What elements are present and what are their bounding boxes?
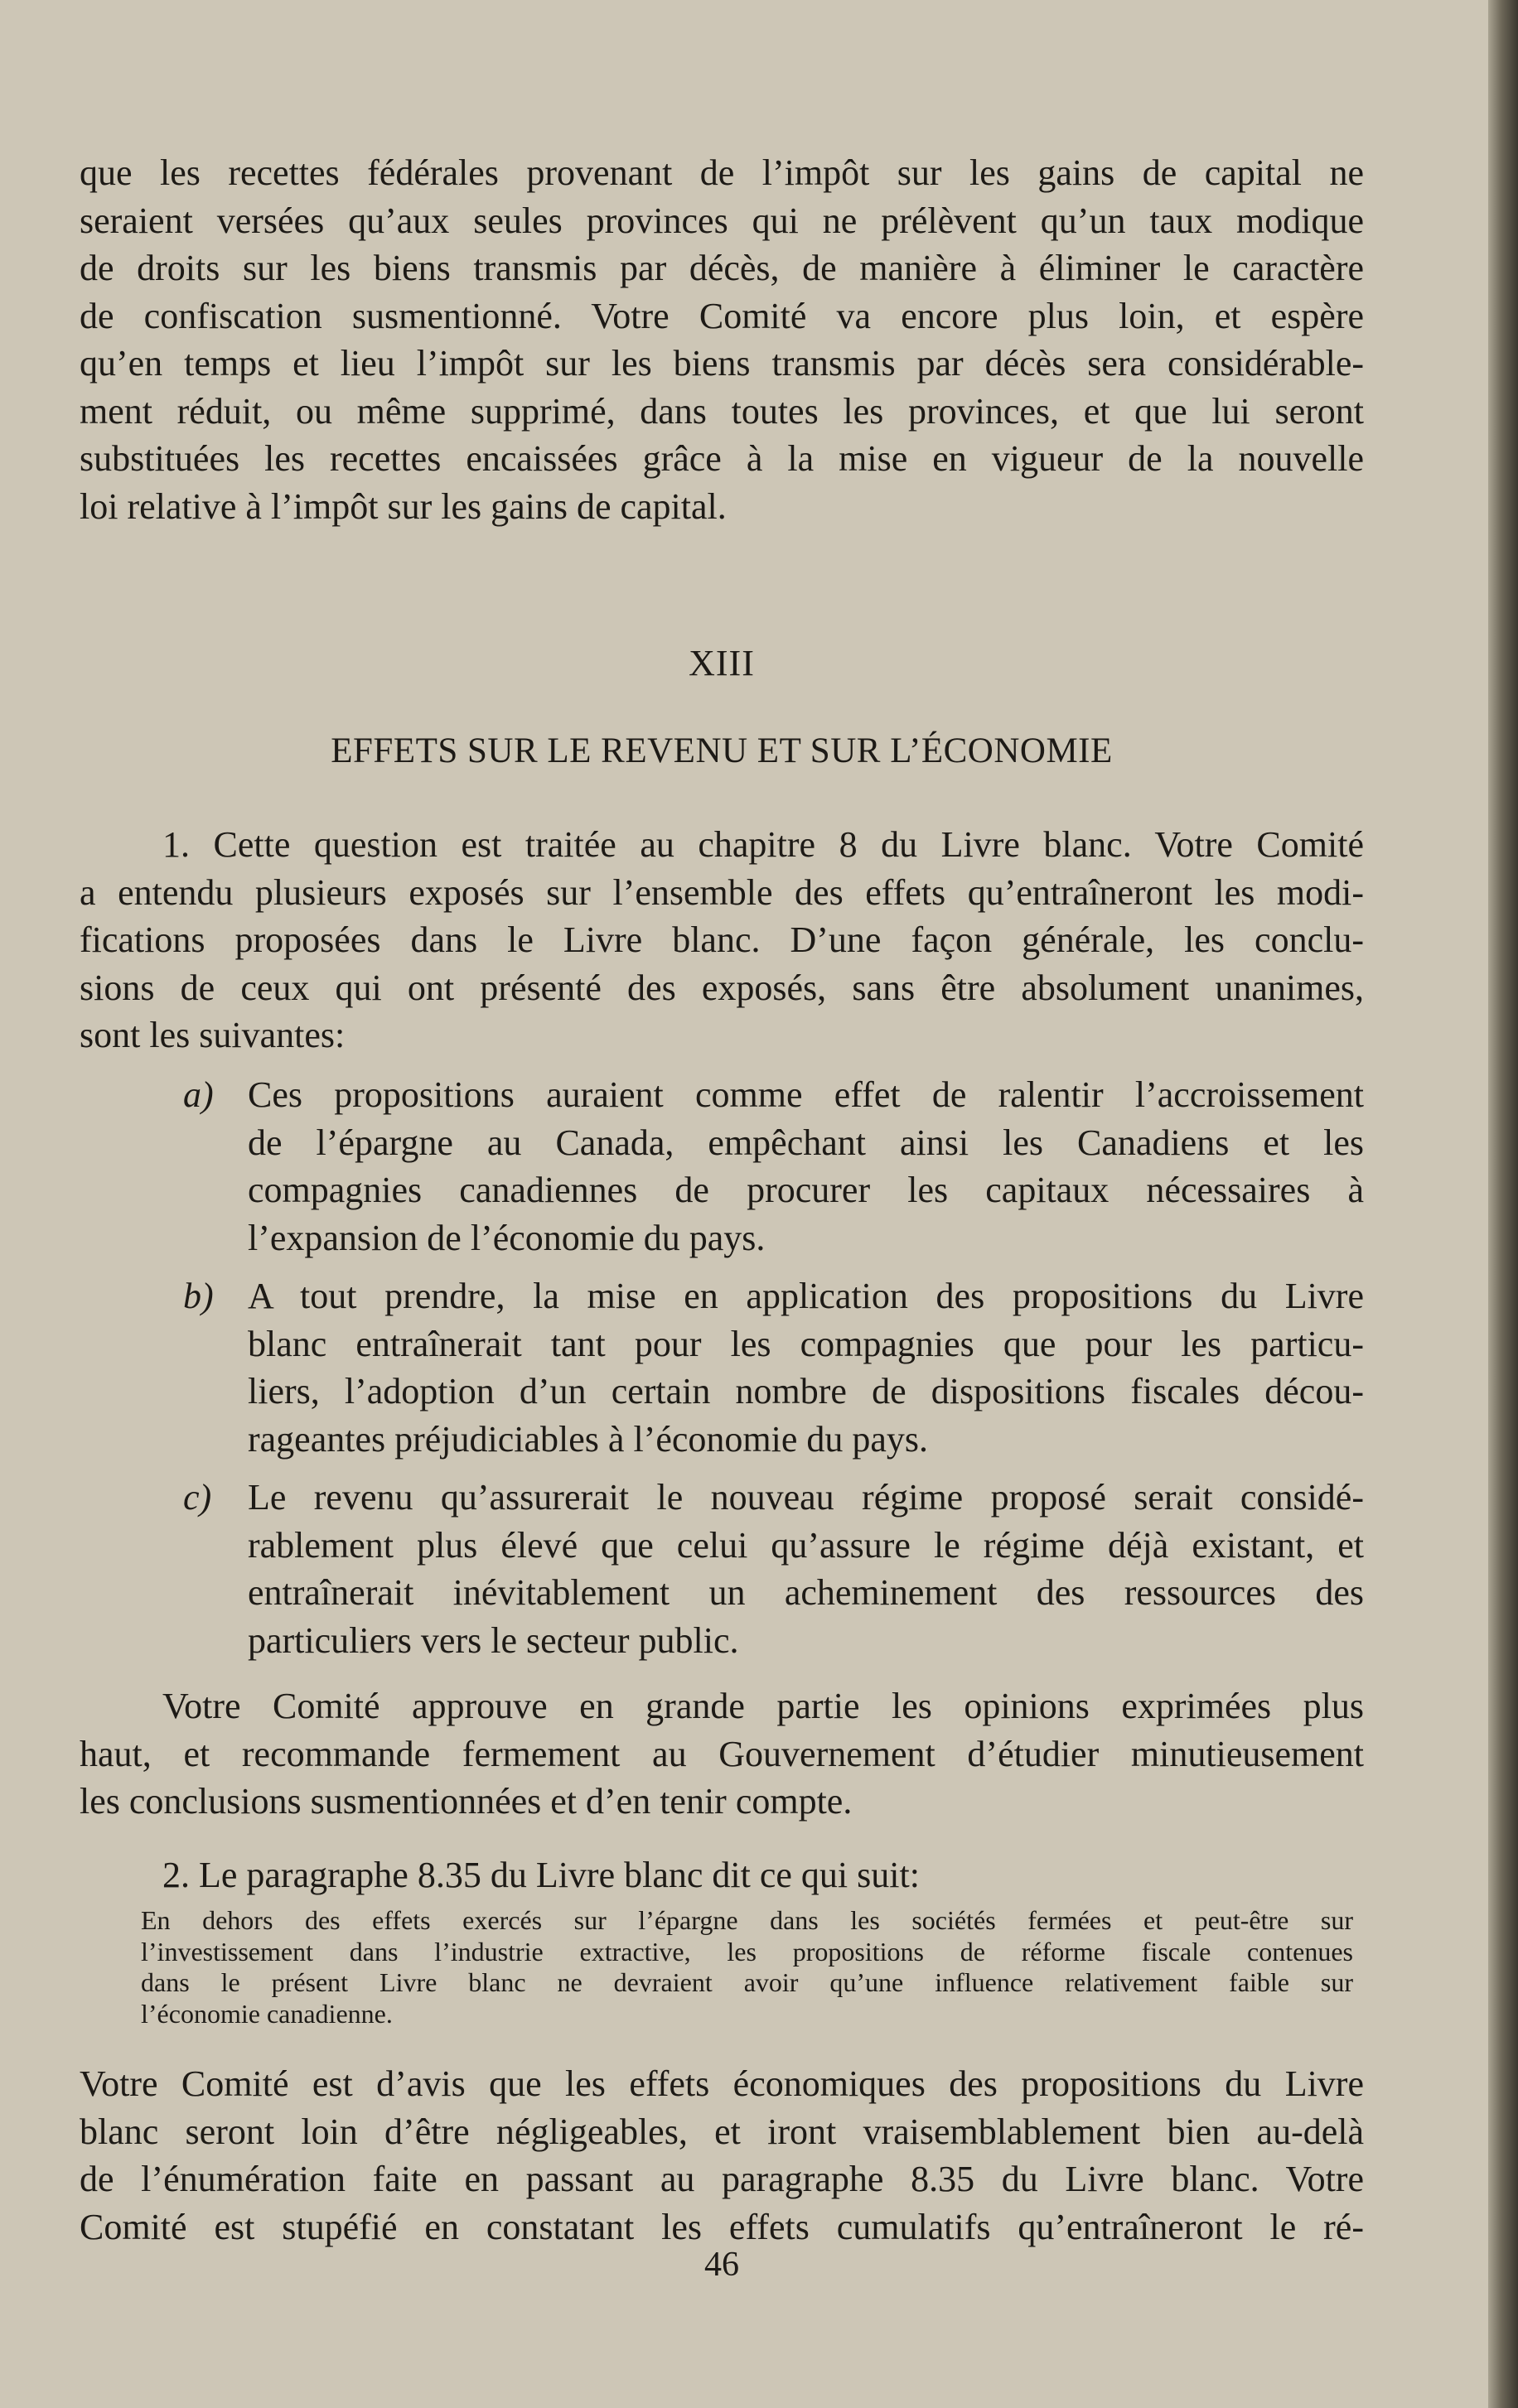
paragraph-2-intro (80, 1851, 1364, 1899)
text-line: Ces propositions auraient comme effet de ralentir l’accroissement (248, 1074, 1364, 1115)
text-line: blanc entraînerait tant pour les compagnies que pour les particu- (248, 1323, 1364, 1364)
text-line: de l’épargne au Canada, empêchant ainsi les Canadiens et les (248, 1122, 1364, 1163)
paragraph-1 (80, 821, 1364, 1059)
text-line: loi relative à l’impôt sur les gains de capital. (80, 485, 727, 527)
intro-paragraph (80, 149, 1364, 530)
text-line: rageantes préjudiciables à l’économie du pays. (248, 1418, 929, 1460)
text-line: 1. Cette question est traitée au chapitre 8 du Livre blanc. Votre Comité (162, 824, 1364, 865)
block-quote (141, 1905, 1353, 2029)
text-line: que les recettes fédérales provenant de l’impôt sur les gains de capital ne (80, 152, 1364, 193)
list-item-c (80, 1474, 1364, 1664)
text-line: Comité est stupéfié en constatant les effets cumulatifs qu’entraîneront le ré- (80, 2206, 1364, 2247)
text-line: les conclusions susmentionnées et d’en tenir compte. (80, 1781, 853, 1822)
text-line: fications proposées dans le Livre blanc. D’une façon générale, les conclu- (80, 919, 1364, 960)
book-binding-edge (1488, 0, 1518, 2408)
text-line: liers, l’adoption d’un certain nombre de dispositions fiscales décou- (248, 1371, 1364, 1412)
text-line: blanc seront loin d’être négligeables, et iront vraisemblablement bien au-delà (80, 2111, 1364, 2152)
text-line: de l’énumération faite en passant au paragraphe 8.35 du Livre blanc. Votre (80, 2159, 1364, 2199)
text-line: de droits sur les biens transmis par décès, de manière à éliminer le caractère (80, 248, 1364, 288)
text-line: Votre Comité approuve en grande partie les opinions exprimées plus (162, 1686, 1364, 1726)
list-item (80, 1071, 1364, 1262)
list-item-b (80, 1272, 1364, 1463)
list-marker: a) (183, 1074, 214, 1115)
section-number: XIII (689, 643, 755, 683)
text-line: entraînerait inévitablement un acheminement des ressources des (248, 1572, 1364, 1613)
final-paragraph (80, 2060, 1364, 2251)
text-line: compagnies canadiennes de procurer les capitaux nécessaires à (248, 1170, 1364, 1210)
text-line: haut, et recommande fermement au Gouvernement d’étudier minutieusement (80, 1733, 1364, 1774)
list-marker: c) (183, 1477, 212, 1518)
list-item (80, 1474, 1364, 1664)
text-line: 2. Le paragraphe 8.35 du Livre blanc dit ce qui suit: (162, 1855, 920, 1895)
list-item (80, 1272, 1364, 1463)
text-line: rablement plus élevé que celui qu’assure le régime déjà existant, et (248, 1524, 1364, 1566)
text-line: a entendu plusieurs exposés sur l’ensemble des effets qu’entraîneront les modi- (80, 871, 1364, 913)
text-line: ment réduit, ou même supprimé, dans toutes les provinces, et que lui seront (80, 390, 1364, 432)
text-line: En dehors des effets exercés sur l’épargne dans les sociétés fermées et peut-être sur (141, 1905, 1353, 1935)
text-line: substituées les recettes encaissées grâce à la mise en vigueur de la nouvelle (80, 438, 1364, 479)
text-line: sont les suivantes: (80, 1015, 346, 1055)
text-line: l’économie canadienne. (141, 1998, 393, 2029)
approval-paragraph (80, 1682, 1364, 1826)
text-line: sions de ceux qui ont présenté des exposés, sans être absolument unanimes, (80, 967, 1364, 1008)
text-line: qu’en temps et lieu l’impôt sur les biens transmis par décès sera considérable- (80, 343, 1364, 384)
text-line: particuliers vers le secteur public. (248, 1619, 739, 1661)
list-marker: b) (183, 1276, 214, 1316)
text-line: l’investissement dans l’industrie extractive, les propositions de réforme fiscale contenues (141, 1936, 1353, 1966)
text-line: A tout prendre, la mise en application des propositions du Livre (248, 1276, 1364, 1316)
section-title: EFFETS SUR LE REVENU ET SUR L’ÉCONOMIE (331, 731, 1113, 770)
text-line: de confiscation susmentionné. Votre Comité va encore plus loin, et espère (80, 295, 1364, 336)
text-line: Votre Comité est d’avis que les effets économiques des propositions du Livre (80, 2063, 1364, 2104)
text-line: Le revenu qu’assurerait le nouveau régime proposé serait considé- (248, 1477, 1364, 1518)
text-line: seraient versées qu’aux seules provinces qui ne prélèvent qu’un taux modique (80, 200, 1364, 241)
page-number: 46 (704, 2246, 739, 2284)
list-item-a (80, 1071, 1364, 1262)
text-line: l’expansion de l’économie du pays. (248, 1217, 766, 1258)
text-line: dans le présent Livre blanc ne devraient avoir qu’une influence relativement faible sur (141, 1967, 1353, 1997)
